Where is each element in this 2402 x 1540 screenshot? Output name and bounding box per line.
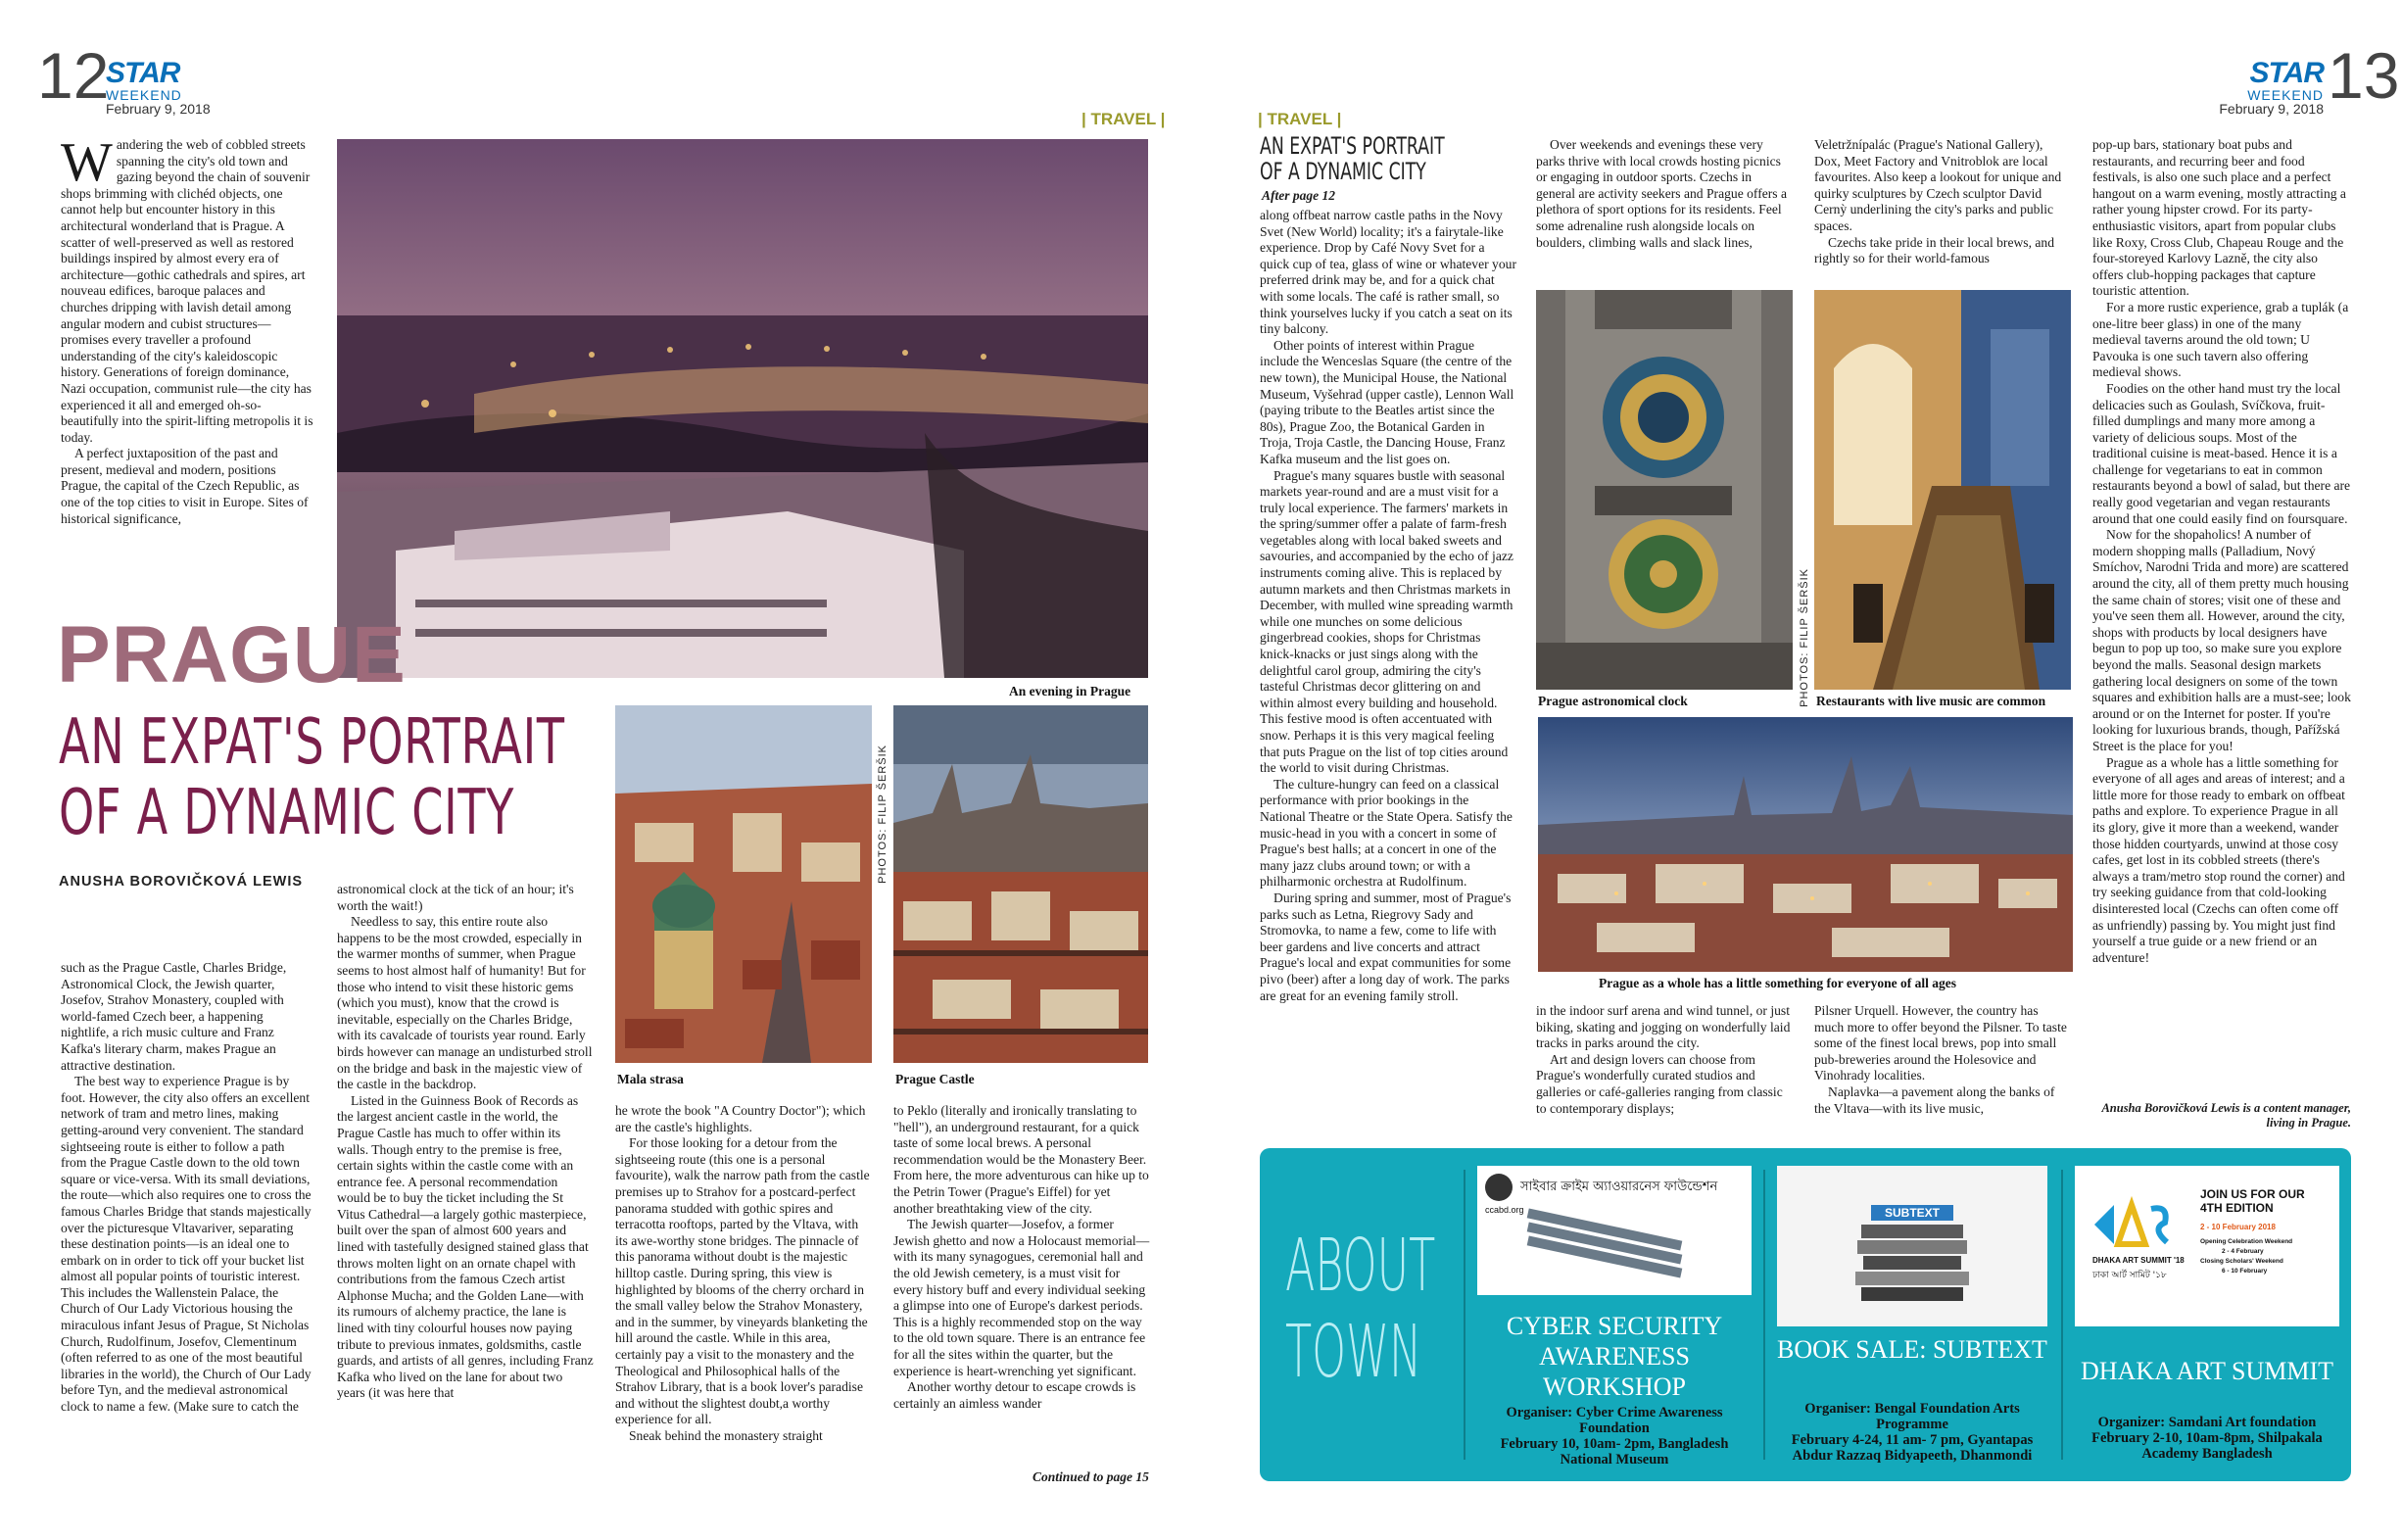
- photo-credit-right: PHOTOS: FILIP ŠERŠIK: [1799, 568, 1810, 707]
- event-image-subtext: [1777, 1166, 2047, 1326]
- event-image-sub: ccabd.org: [1485, 1205, 1524, 1215]
- section-tag: | TRAVEL |: [1081, 110, 1166, 128]
- photo-prague-castle: [893, 705, 1148, 1063]
- event-info-subtext: Organiser: Bengal Foundation Arts Programme February 4-24, 11 am- 7 pm, Gyantapas Abdur Razzaq Bidyapeeth, Dhanmondi: [1791, 1401, 2034, 1464]
- event-title-subtext: BOOK SALE: SUBTEXT: [1777, 1335, 2047, 1364]
- divider: [1763, 1170, 1765, 1460]
- body-col-2: astronomical clock at the tick of an hour; it's worth the wait!) Needless to say, this entire route also happens to be the most crowded, especially in the warmer months of summer, when Prague seems to host almost half of humanity! But for those who intend to visit these historic gems (which you must), know that the crowd is inevitable, especially on the Charles Bridge, with its cavalcade of tourists year round. Early birds however can manage an undisturbed stroll on the bridge and bask in the majestic view of the castle in the backdrop. Listed in the Guinness Book of Records as the largest ancient castle in the world, the Prague Castle has much to offer within its walls. Though entry to the premise is free, certain sights within the castle come with an entrance fee. A personal recommendation would be to buy the ticket including the St Vitus Cathedral—a largely gothic masterpiece, built over the span of almost 600 years and lined with tastefully designed stained glass that throws molten light on an ornate chapel with contributions from the famous Czech artist Alphonse Mucha; and the Golden Lane—with its rumours of alchemy practice, the lane is lined with tiny colourful houses now paying tribute to previous inmates, goldsmiths, castle guards, and artists of all genres, including Franz Kafka who lived on the lane for about two years (it was here that: [337, 882, 594, 1401]
- page-number: 12: [37, 39, 110, 112]
- event-image-open: Opening Celebration Weekend: [2200, 1238, 2293, 1245]
- event-image-dates: 2 - 10 February 2018: [2200, 1223, 2276, 1231]
- masthead: [106, 59, 211, 117]
- masthead-brand: STAR: [2249, 57, 2324, 89]
- event-image-close-dates: 6 - 10 February: [2222, 1268, 2268, 1275]
- headline-sub-line2: OF A DYNAMIC CITY: [59, 777, 515, 849]
- photo-panorama: [1538, 717, 2073, 972]
- caption-mala-strasa: Mala strasa: [617, 1072, 684, 1086]
- byline: ANUSHA BOROVIČKOVÁ LEWIS: [59, 874, 304, 890]
- headline-main: PRAGUE: [57, 610, 407, 699]
- event-title-das: DHAKA ART SUMMIT: [2081, 1357, 2333, 1385]
- masthead-sub: WEEKEND: [106, 87, 182, 103]
- event-title-cyber: CYBER SECURITY AWARENESS WORKSHOP: [1506, 1312, 1723, 1401]
- event-image-label: সাইবার ক্রাইম অ্যাওয়ারনেস ফাউন্ডেশন: [1520, 1179, 1718, 1194]
- caption-evening: An evening in Prague: [1009, 684, 1131, 698]
- event-image-label: DHAKA ART SUMMIT '18: [2092, 1256, 2185, 1265]
- caption-panorama: Prague as a whole has a little something for everyone of all ages: [1599, 976, 1956, 990]
- about-title-2: TOWN: [1285, 1310, 1422, 1394]
- event-image-bangla: ঢাকা আর্ট সামিট '১৮: [2092, 1271, 2167, 1280]
- masthead-date: February 9, 2018: [106, 101, 211, 117]
- intro-text: W andering the web of cobbled streets spanning the city's old town and gazing beyond the chain of souvenir shops brimming with clichéd objects, one cannot help but encounter history in this architectural wonderland that is Prague. A scatter of well-preserved as well as restored buildings inspired by almost every era of architecture—gothic cathedrals and spires, art nouveau edifices, baroque palaces and churches dripping with lavish detail among angular modern and cubist structures—promises every traveller a profound understanding of the city's kaleidoscopic history. Generations of foreign dominance, Nazi occupation, communist rule—the city has experienced it all and emerged oh-so-beautifully into the spirit-lifting metropolis it is today. A perfect juxtaposition of the past and present, medieval and modern, positions Prague, the capital of the Czech Republic, as one of the top cities to visit in Europe. Sites of historical significance,: [61, 137, 313, 526]
- right-col-3-top: Veletržnípalác (Prague's National Gallery), Dox, Meet Factory and Vnitroblok are local favourites. Also keep a lookout for unique and quirky sculptures by Czech sculptor David Cernỳ underlining the city's parks and public spaces. Czechs take pride in their local brews, and rightly so for their world-famous: [1814, 137, 2062, 266]
- event-info-das: Organizer: Samdani Art foundation February 2-10, 10am-8pm, Shilpakala Academy Bangladesh: [2091, 1415, 2323, 1462]
- right-col-1: along offbeat narrow castle paths in the Novy Svet (New World) locality; it's a fairytale-like experience. Drop by Café Novy Svet for a quick cup of tea, glass of wine or whatever your preferred drink may be, and for a quick chat with some locals. The café is rather small, so think yourselves lucky if you catch a seat on its tiny balcony. Other points of interest within Prague include the Wenceslas Square (the centre of the new town), the Municipal House, the National Museum, Vyšehrad (upper castle), Lennon Wall (paying tribute to the Beatles artist since the 80s), Prague Zoo, the Botanical Garden in Troja, Troja Castle, the Dancing House, Franz Kafka museum and the list goes on. Prague's many squares bustle with seasonal markets year-round and are a must visit for a truly local experience. The farmers' markets in the spring/summer offer a palate of farm-fresh vegetables along with local baked sweets and savouries, and accompanied by the echo of jazz instruments coming alive. This is replaced by autumn markets and then Christmas markets in December, with mulled wine spreading warmth while one munches on some delicious gingerbread cookies, shops for Christmas knick-knacks or just sings along with the delightful carol group, admiring the city's tasteful Christmas decor glittering on and within almost every building and household. This festive mood is often accentuated with snow. Perhaps it is this very magical feeling that puts Prague on the list of top cities around the world to visit during Christmas. The culture-hungry can feed on a classical performance with prior bookings in the National Theatre or the State Opera. Satisfy the music-head in you with a concert in some of Prague's best halls; at a concert in one of the many jazz clubs around town; or with a philharmonic orchestra at Rudolfinum. During spring and summer, most of Prague's parks such as Letna, Riegrovy Sady and Stromovka, to name a few, come to life with beer gardens and live concerts and attract Prague's local and expat communities for some pivo (beer) after a long day of work. The parks are great for an evening family stroll.: [1260, 208, 1516, 1003]
- event-image-close: Closing Scholars' Weekend: [2200, 1258, 2283, 1265]
- right-headline-1: AN EXPAT'S PORTRAIT: [1260, 132, 1445, 160]
- right-headline-2: OF A DYNAMIC CITY: [1260, 158, 1426, 185]
- body-col-1: such as the Prague Castle, Charles Bridge, Astronomical Clock, the Jewish quarter, Josefov, Strahov Monastery, coupled with world-famed Czech beer, a happening nightlife, a rich music culture and Franz Kafka's literary charm, makes Prague an attractive destination. The best way to experience Prague is by foot. However, the city also offers an excellent network of tram and metro lines, making getting-around very convenient. The standard sightseeing route is either to follow a path from the Prague Castle down to the old town square or vice-versa. With its small deviations, the route—which also requires one to cross the famous Charles Bridge that stands majestically over the picturesque Vltavariver, separating these destination points—is an ideal one to embark on in order to tick off your bucket list almost all popular points of touristic interest. This includes the Wallenstein Palace, the Church of Our Lady Victorious housing the miraculous infant Jesus of Prague, St Nicholas Church, Rudolfinum, Josefov, Clementinum (often referred to as one of the most beautiful libraries in the world), the Church of Our Lady before Tyn, and the medieval astronomical clock to name a few. (Make sure to catch the: [61, 960, 312, 1415]
- continued-link[interactable]: Continued to page 15: [1033, 1469, 1149, 1484]
- headline-sub-line1: AN EXPAT'S PORTRAIT: [59, 706, 565, 779]
- event-info-cyber: Organiser: Cyber Crime Awareness Foundation February 10, 10am- 2pm, Bangladesh National Museum: [1500, 1405, 1729, 1468]
- author-note: Anusha Borovičková Lewis is a content manager, living in Prague.: [2101, 1101, 2351, 1130]
- caption-clock: Prague astronomical clock: [1538, 694, 1688, 708]
- divider: [2061, 1170, 2063, 1460]
- after-page: After page 12: [1262, 188, 1335, 203]
- right-col-3-bottom: Pilsner Urquell. However, the country has much more to offer beyond the Pilsner. To taste some of the finest local brews, pop into small pub-breweries around the Holesovice and Vinohrady localities. Naplavka—a pavement along the banks of the Vltava—with its live music,: [1814, 1003, 2067, 1116]
- photo-credit-left: PHOTOS: FILIP ŠERŠIK: [877, 745, 889, 884]
- right-col-2-top: Over weekends and evenings these very parks thrive with local crowds hosting picnics or engaging in outdoor sports. Czechs in general are activity seekers and Prague offers a plethora of sport options for its residents. Feel some adrenaline rush alongside locals on boulders, climbing walls and slack lines,: [1536, 137, 1788, 250]
- photo-evening-prague: [337, 139, 1148, 678]
- event-image-join: JOIN US FOR OUR 4TH EDITION: [2200, 1187, 2305, 1215]
- photo-mala-strasa: [615, 705, 872, 1063]
- about-title-1: ABOUT: [1285, 1224, 1436, 1308]
- caption-restaurant: Restaurants with live music are common: [1816, 694, 2046, 708]
- right-col-4: pop-up bars, stationary boat pubs and restaurants, and recurring beer and food festivals, is also one such place and a perfect hangout on a warm evening, mostly attracting a rather young hipster crowd. For its party-enthusiastic visitors, apart from popular clubs like Roxy, Cross Club, Chapeau Rouge and the four-storeyed Karlovy Lazně, the city also offers club-hopping packages that capture touristic attention. For a more rustic experience, grab a tuplák (a one-litre beer glass) in one of the many medieval taverns around the old town; U Pavouka is one such tavern also offering medieval shows. Foodies on the other hand must try the local delicacies such as Goulash, Svíčkova, fruit-filled dumplings and many more among a variety of delicious soups. Most of the traditional cuisine is meat-based. Hence it is a challenge for vegetarians to eat in common restaurants beyond a bowl of salad, but there are really good vegetarian and vegan restaurants around that one could easily find on foursquare. Now for the shopaholics! A number of modern shopping malls (Palladium, Nový Smíchov, Narodni Trida and more) are scattered around the city, all of them pretty much housing the same chain of stores; visit one of these and you've seen them all. However, around the city, shops with products by local designers have begun to pop up too, so make sure you explore beyond the malls. Seasonal design markets gathering local designers on some of the town squares and exhibition halls are a must-see; look around or on the Internet for poster. If you're looking for luxurious brands, though, Pařížská Street is the place for you! Prague as a whole has a little something for everyone of all ages and areas of interest; and a little more for those ready to embark on offbeat paths and explore. To experience Prague in all its glory, give it more than a weekend, wander those hidden courtyards, unwind at those cosy cafes, get lost in its cobbled streets (there's always a tram/metro stop round the corner) and try seeking guidance from that cold-looking disinterested local (Czechs can often come off as unfriendly) passing by. You might just find yourself a true guide or a new friend or an adventure!: [2092, 137, 2351, 965]
- dropcap: W: [61, 137, 113, 193]
- event-image-cyber: [1477, 1166, 1752, 1295]
- photo-astronomical-clock: [1536, 290, 1793, 690]
- right-col-2-bottom: in the indoor surf arena and wind tunnel, or just biking, skating and jogging on wonderfully laid tracks in parks around the city. Art and design lovers can choose from Prague's wonderfully curated studios and galleries or café-galleries ranging from classic to contemporary displays;: [1536, 1003, 1791, 1116]
- masthead-sub: WEEKEND: [2247, 87, 2324, 103]
- masthead-date: February 9, 2018: [2219, 101, 2324, 117]
- about-town-panel: [1260, 1148, 2351, 1481]
- section-tag-right: | TRAVEL |: [1258, 110, 1342, 128]
- body-col-4: to Peklo (literally and ironically translating to "hell"), an underground restaurant, for a quick taste of some local brews. A personal recommendation would be the Monastery Beer. From here, the more adventurous can hike up to the Petrin Tower (Prague's Eiffel) for yet another breathtaking view of the city. The Jewish quarter—Josefov, a former Jewish ghetto and now a Holocaust memorial—with its many synagogues, ceremonial hall and the old Jewish cemetery, is a must visit for every history buff and every individual seeking a glimpse into one of Europe's darkest periods. This is a highly recommended stop on the way to the old town square. There is an entrance fee for all the sites within the quarter, but the experience is heart-wrenching yet significant. Another worthy detour to escape crowds is certainly an aimless wander: [893, 1103, 1150, 1411]
- event-image-label: SUBTEXT: [1885, 1206, 1941, 1220]
- event-image-das: [2075, 1166, 2339, 1326]
- event-image-open-dates: 2 - 4 February: [2222, 1248, 2264, 1255]
- body-col-3: he wrote the book "A Country Doctor"); which are the castle's highlights. For those looking for a detour from the sightseeing route (this one is a personal favourite), walk the narrow path from the castle premises up to Strahov for a postcard-perfect panorama studded with gothic spires and terracotta rooftops, parted by the Vltava, with its awe-worthy stone bridges. The pinnacle of this panorama without doubt is the majestic hilltop castle. During spring, this view is highlighted by blooms of the cherry orchard in the small valley below the Strahov Monastery, and in the summer, by vineyards blanketing the hill around the castle. While in this area, certainly pay a visit to the monastery and the Theological and Philosophical halls of the Strahov Library, that is a book lover's paradise and without the slightest doubt,a worthy experience for all. Sneak behind the monastery straight: [615, 1103, 870, 1443]
- divider: [1464, 1170, 1465, 1460]
- masthead-right: [2219, 57, 2324, 117]
- photo-restaurant: [1814, 290, 2071, 690]
- caption-prague-castle: Prague Castle: [895, 1072, 975, 1086]
- masthead-brand: STAR: [106, 57, 180, 89]
- page-number-right: 13: [2328, 39, 2400, 112]
